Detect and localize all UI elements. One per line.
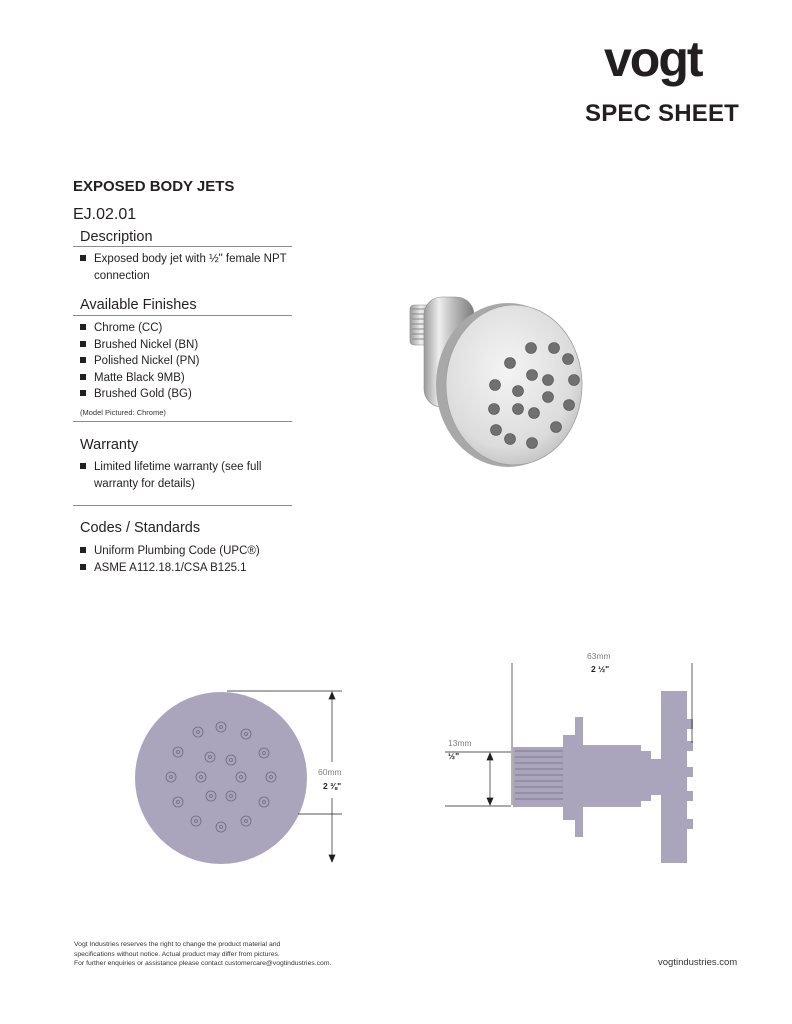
list-item: Matte Black 9MB) xyxy=(80,370,199,387)
description-list xyxy=(80,251,290,284)
jet-face-outline xyxy=(135,692,307,864)
list-item: Chrome (CC) xyxy=(80,320,199,337)
vogt-logo xyxy=(604,36,744,88)
warranty-heading: Warranty xyxy=(80,437,139,453)
thread-dimension-in: ½" xyxy=(448,751,460,761)
side-dimension-in: 2 ½" xyxy=(591,664,610,674)
divider xyxy=(73,505,292,506)
disclaimer-line: Vogt Industries reserves the right to change the product material and xyxy=(74,941,281,948)
side-view-drawing xyxy=(445,655,700,875)
divider xyxy=(73,315,292,316)
list-item: Brushed Gold (BG) xyxy=(80,386,199,403)
finishes-list xyxy=(80,320,199,403)
front-dimension-mm: 60mm xyxy=(318,767,342,777)
divider xyxy=(73,421,292,422)
front-dimension-in: 2 ⅜" xyxy=(323,781,342,791)
website-link[interactable]: vogtindustries.com xyxy=(658,957,738,968)
warranty-list xyxy=(80,459,270,492)
list-item: ASME A112.18.1/CSA B125.1 xyxy=(80,560,260,577)
front-view-drawing xyxy=(130,680,360,875)
side-dimension-mm: 63mm xyxy=(587,651,611,661)
product-code: EJ.02.01 xyxy=(73,206,137,223)
finishes-heading: Available Finishes xyxy=(80,297,197,313)
codes-list xyxy=(80,543,260,576)
list-item: Polished Nickel (PN) xyxy=(80,353,199,370)
list-item: Brushed Nickel (BN) xyxy=(80,337,199,354)
disclaimer-line: For further enquiries or assistance please contact customercare@vogtindustries.com. xyxy=(74,960,332,968)
list-item: Limited lifetime warranty (see full warranty for details) xyxy=(80,459,270,492)
jet-profile xyxy=(513,691,693,863)
product-name: EXPOSED BODY JETS xyxy=(73,178,235,195)
thread-dimension-mm: 13mm xyxy=(448,738,472,748)
codes-heading: Codes / Standards xyxy=(80,520,201,536)
document-type: SPEC SHEET xyxy=(585,100,740,127)
disclaimer-line: specifications without notice. Actual product may differ from pictures. xyxy=(74,950,280,958)
product-image xyxy=(398,285,598,485)
divider xyxy=(73,246,292,247)
model-note: (Model Pictured: Chrome) xyxy=(80,408,166,417)
list-item: Exposed body jet with ½" female NPT connection xyxy=(80,251,290,284)
list-item: Uniform Plumbing Code (UPC®) xyxy=(80,543,260,560)
svg-text:vogt: vogt xyxy=(604,36,702,87)
description-heading: Description xyxy=(80,229,153,245)
disclaimer xyxy=(74,940,394,969)
